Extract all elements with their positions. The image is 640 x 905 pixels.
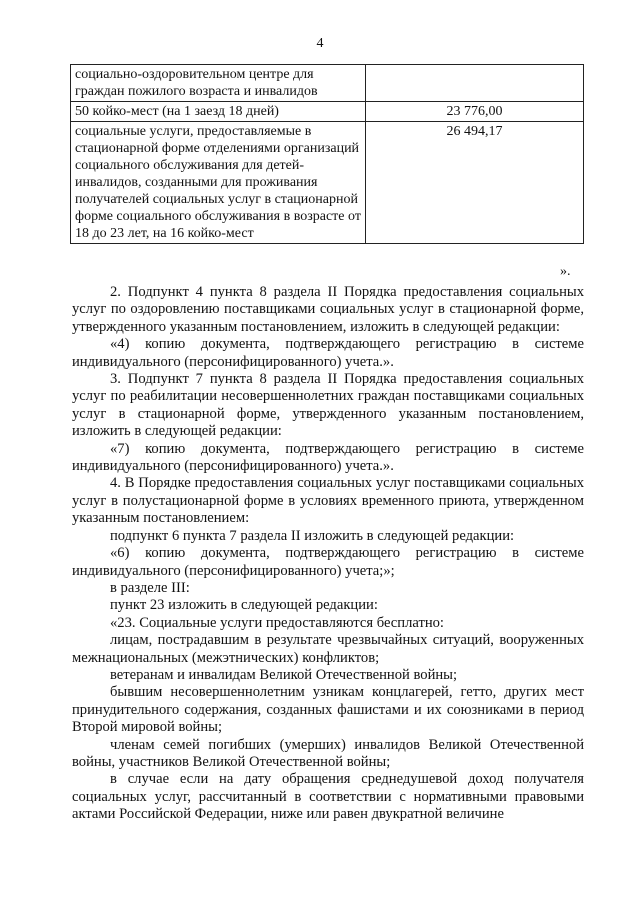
paragraph: 2. Подпункт 4 пункта 8 раздела II Порядка предоставления социальных услуг по оздоровлению поставщиками социальных услуг в стационарной форме, утвержденного указанным постановлением, изложить в следующей редакции:	[72, 284, 584, 335]
paragraph: «6) копию документа, подтверждающего регистрацию в системе индивидуального (персонифицированного) учета;»;	[72, 545, 584, 579]
paragraph: в разделе III:	[110, 579, 190, 596]
paragraph: 3. Подпункт 7 пункта 8 раздела II Порядка предоставления социальных услуг по реабилитации несовершеннолетних граждан поставщиками социальных услуг в стационарной форме, утвержденного указанным постановлением, изложить в следующей редакции:	[72, 371, 584, 440]
table-cell-description: социально-оздоровительном центре для граждан пожилого возраста и инвалидов	[71, 65, 366, 102]
table-row	[71, 65, 584, 102]
paragraph: «23. Социальные услуги предоставляются бесплатно:	[110, 614, 444, 631]
table-cell-description: 50 койко-мест (на 1 заезд 18 дней)	[71, 102, 366, 122]
paragraph: 4. В Порядке предоставления социальных услуг поставщиками социальных услуг в полустационарной форме в условиях временного приюта, утвержденном указанным постановлением:	[72, 475, 584, 527]
table-row	[71, 122, 584, 244]
paragraph: в случае если на дату обращения среднедушевой доход получателя социальных услуг, рассчитанный в соответствии с нормативными правовыми актами Российской Федерации, ниже или равен двукратной величине	[72, 771, 584, 823]
closing-quote: ».	[560, 264, 571, 279]
paragraph: пункт 23 изложить в следующей редакции:	[110, 597, 378, 614]
paragraph: ветеранам и инвалидам Великой Отечественной войны;	[110, 666, 458, 683]
table-cell-description: социальные услуги, предоставляемые в стационарной форме отделениями организаций социального обслуживания для детей-инвалидов, созданными для проживания получателей социальных услуг в стационарной форме социального обслуживания в возрасте от 18 до 23 лет, на 16 койко-мест	[71, 122, 366, 244]
document-body	[72, 284, 584, 824]
table-cell-price: 23 776,00	[366, 102, 584, 122]
paragraph: подпункт 6 пункта 7 раздела II изложить в следующей редакции:	[110, 527, 515, 544]
page-number: 4	[316, 36, 324, 51]
paragraph: бывшим несовершеннолетним узникам концлагерей, гетто, других мест принудительного содержания, созданных фашистами и их союзниками в период Второй мировой войны;	[72, 684, 584, 736]
fee-table	[70, 64, 584, 244]
table-row	[71, 102, 584, 122]
paragraph: членам семей погибших (умерших) инвалидов Великой Отечественной войны, участников Великой Отечественной войны;	[72, 736, 584, 770]
paragraph: «4) копию документа, подтверждающего регистрацию в системе индивидуального (персонифицированного) учета.».	[72, 336, 584, 370]
table-cell-price: 26 494,17	[366, 122, 584, 244]
paragraph: «7) копию документа, подтверждающего регистрацию в системе индивидуального (персонифицированного) учета.».	[72, 440, 584, 475]
paragraph: лицам, пострадавшим в результате чрезвычайных ситуаций, вооруженных межнациональных (межэтнических) конфликтов;	[72, 632, 584, 666]
table-cell-price	[366, 65, 584, 102]
